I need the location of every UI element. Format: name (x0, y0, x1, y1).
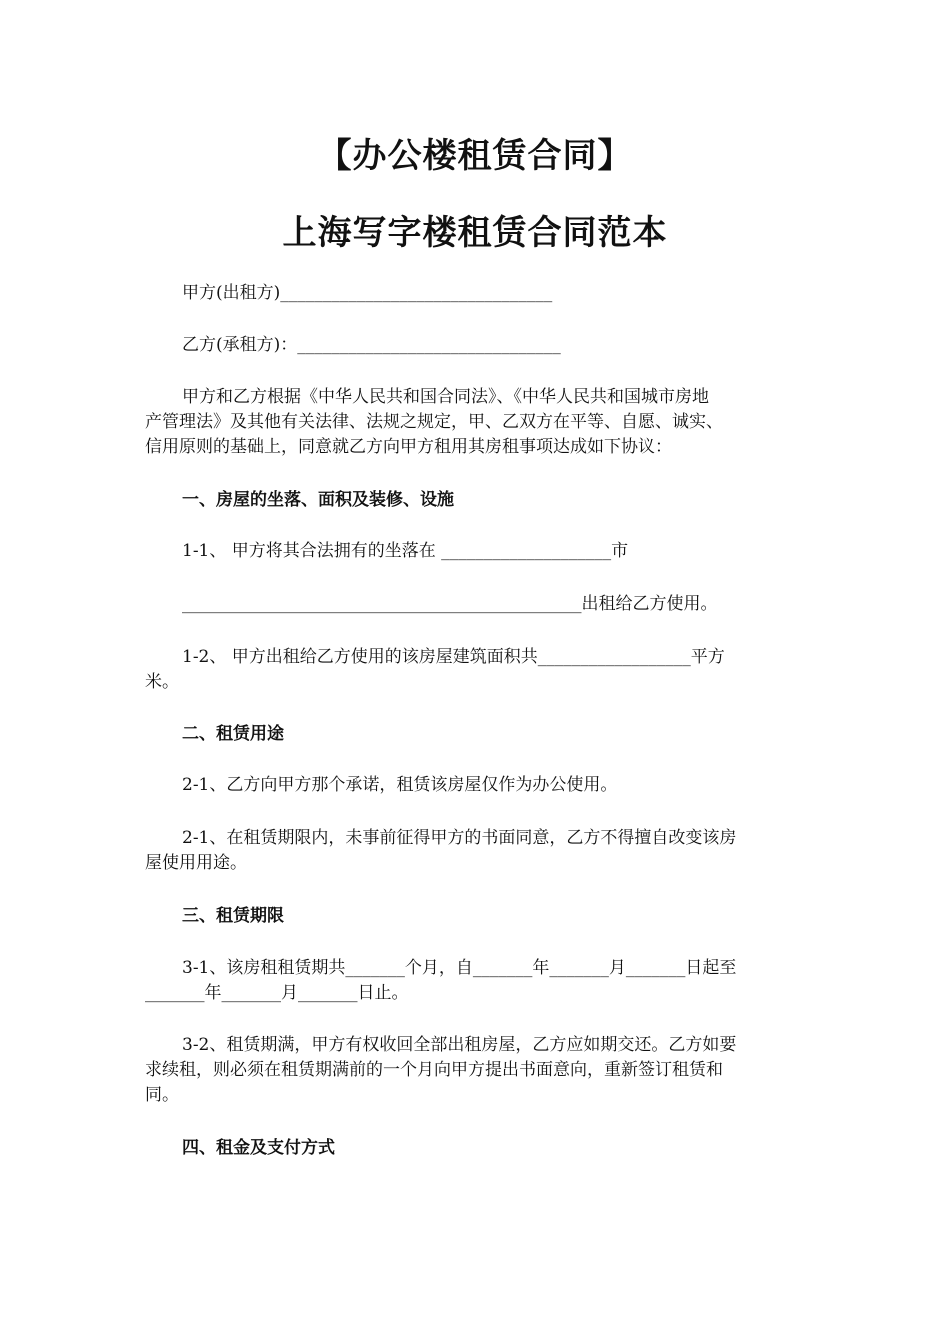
clause-1-1-line1: 1-1、 甲方将其合法拥有的坐落在 ____________________市 (182, 541, 629, 561)
intro-line: 产管理法》及其他有关法律、法规之规定，甲、乙双方在平等、自愿、诚实、 (145, 412, 723, 432)
section-heading-2: 二、租赁用途 (182, 724, 284, 744)
clause-3-2-line3: 同。 (145, 1085, 179, 1105)
clause-2-1: 2-1、乙方向甲方那个承诺，租赁该房屋仅作为办公使用。 (182, 775, 618, 795)
section-heading-3: 三、租赁期限 (182, 906, 284, 926)
section-heading-4: 四、租金及支付方式 (182, 1138, 335, 1158)
clause-1-2-line1: 1-2、 甲方出租给乙方使用的该房屋建筑面积共__________________平方 (182, 647, 725, 667)
document-title: 【办公楼租赁合同】 (317, 136, 633, 176)
intro-line: 甲方和乙方根据《中华人民共和国合同法》、《中华人民共和国城市房地 (182, 387, 709, 407)
party-a-line: 甲方(出租方)________________________________ (182, 283, 553, 303)
intro-line: 信用原则的基础上，同意就乙方向甲方租用其房租事项达成如下协议： (145, 437, 672, 457)
party-b-line: 乙方(承租方)：_______________________________ (182, 335, 561, 355)
clause-1-2-line2: 米。 (145, 672, 179, 692)
section-heading-1: 一、房屋的坐落、面积及装修、设施 (182, 490, 454, 510)
clause-1-1-line2: _______________________________________________出租给乙方使用。 (182, 594, 718, 614)
document-subtitle: 上海写字楼租赁合同范本 (282, 213, 668, 253)
clause-3-1-line2: _______年_______月_______日止。 (145, 983, 409, 1003)
clause-3-2-line2: 求续租，则必须在租赁期满前的一个月向甲方提出书面意向，重新签订租赁和 (145, 1060, 723, 1080)
clause-2-2-line1: 2-1、在租赁期限内，未事前征得甲方的书面同意，乙方不得擅自改变该房 (182, 828, 737, 848)
clause-3-1-line1: 3-1、该房租租赁期共_______个月，自_______年_______月_______日起至 (182, 958, 737, 978)
clause-3-2-line1: 3-2、租赁期满，甲方有权收回全部出租房屋，乙方应如期交还。乙方如要 (182, 1035, 737, 1055)
clause-2-2-line2: 屋使用用途。 (145, 853, 247, 873)
